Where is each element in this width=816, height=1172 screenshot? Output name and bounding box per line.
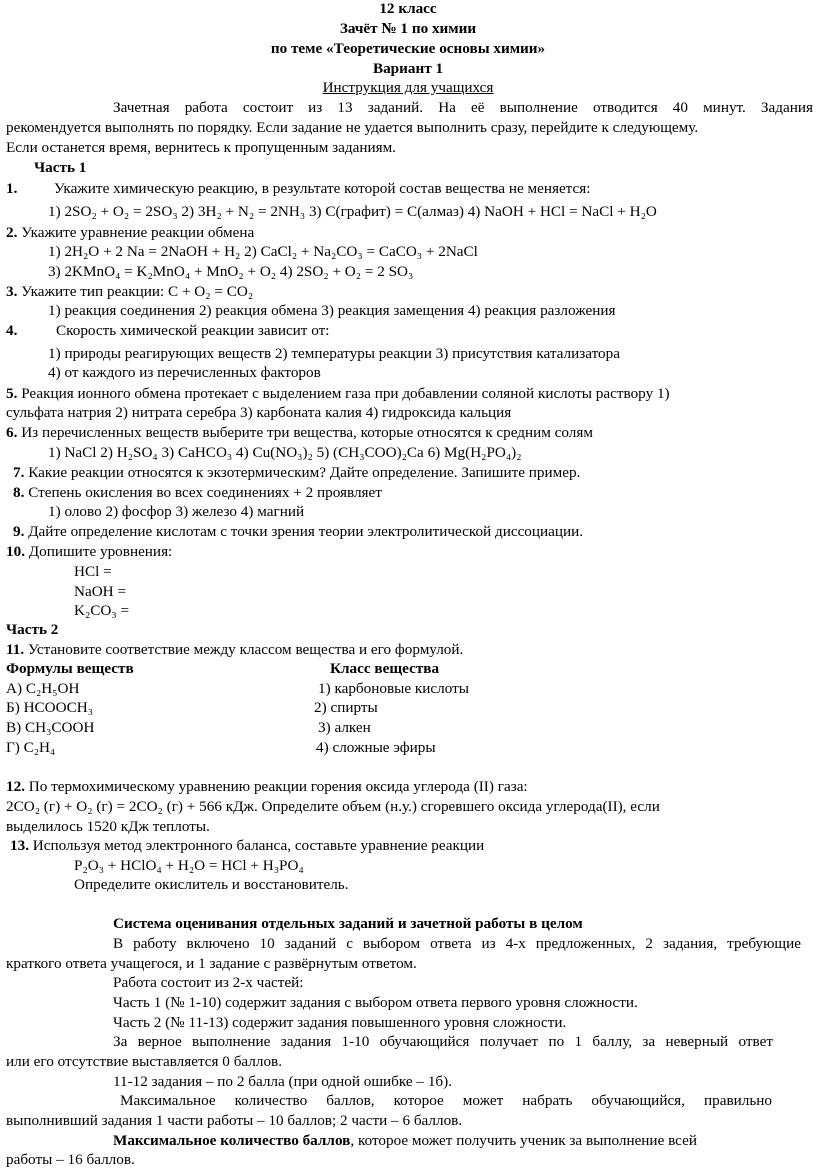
q11-number: 11.	[6, 641, 25, 658]
q13-text: Используя метод электронного баланса, составьте уравнение реакции	[32, 837, 485, 854]
q10-text: Допишите уровнения:	[28, 543, 173, 560]
grading-p4: Часть 2 (№ 11-13) содержит задания повышенного уровня сложности.	[113, 1014, 567, 1031]
q11-col-formulas: Формулы веществ	[6, 660, 134, 677]
grading-p1-line2: краткого ответа учащегося, и 1 задание с развёрнутым ответом.	[6, 955, 417, 972]
q11-col-classes: Класс вещества	[330, 660, 440, 677]
q9-text: Дайте определение кислотам с точки зрения теории электролитической диссоциации.	[28, 523, 584, 540]
grade-label: 12 класс	[379, 0, 437, 17]
q13-question	[10, 837, 484, 855]
variant-title: Вариант 1	[372, 60, 444, 77]
q6-text: Из перечисленных веществ выберите три вещества, которые относятся к средним солям	[21, 424, 593, 441]
q10-number: 10.	[6, 543, 25, 560]
grading-p8-rest: , которое может получить ученик за выполнение всей	[350, 1132, 697, 1149]
q4-question	[6, 322, 330, 340]
instruction-line-3: Если останется время, вернитесь к пропущенным заданиям.	[6, 139, 396, 156]
q4-text: Скорость химической реакции зависит от:	[56, 322, 330, 339]
q1-text: Укажите химическую реакцию, в результате которой состав вещества не меняется:	[54, 180, 591, 197]
q2-options-1: 1) 2H₂O + 2 Na = 2NaOH + H₂ 2) CaCl₂ + Na₂CO₃ = CaCO₃ + 2NaCl	[48, 243, 478, 260]
instruction-line-2: рекомендуется выполнять по порядку. Если задание не удается выполнить сразу, перейдите к следующему.	[6, 119, 699, 136]
instruction-line-1: Зачетная работа состоит из 13 заданий. На её выполнение отводится 40 минут. Задания	[113, 99, 813, 116]
q7-text: Какие реакции относятся к экзотермическим? Дайте определение. Запишите пример.	[28, 464, 581, 481]
q8-number: 8.	[13, 484, 25, 501]
q11-formula-b: Б) HCOOCH₃	[6, 699, 94, 716]
grading-p8-line2: работы – 16 баллов.	[6, 1151, 135, 1168]
q4-number: 4.	[6, 322, 18, 339]
grading-max-score-label: Максимальное количество баллов	[113, 1132, 351, 1149]
q10-equation-3: K₂CO₃ =	[74, 602, 130, 619]
q7-number: 7.	[13, 464, 25, 481]
q8-text: Степень окисления во всех соединениях + 2 проявляет	[28, 484, 382, 501]
q1-question	[6, 180, 590, 198]
q13-task: Определите окислитель и восстановитель.	[74, 876, 349, 893]
instruction-heading: Инструкция для учащихся	[322, 79, 494, 96]
q12-equation: 2CO₂ (г) + O₂ (г) = 2CO₂ (г) + 566 кДж. Определите объем (н.у.) сгоревшего оксида углерода(II), если	[6, 798, 660, 815]
grading-p3: Часть 1 (№ 1-10) содержит задания с выбором ответа первого уровня сложности.	[113, 994, 638, 1011]
q10-equation-2: NaOH =	[74, 583, 127, 600]
part2-heading: Часть 2	[6, 621, 59, 638]
part1-heading: Часть 1	[34, 159, 87, 176]
q8-options: 1) олово 2) фосфор 3) железо 4) магний	[48, 503, 305, 520]
q12-number: 12.	[6, 778, 25, 795]
grading-p7-line2: выполнивший задания 1 части работы – 10 баллов; 2 части – 6 баллов.	[6, 1112, 463, 1129]
q3-number: 3.	[6, 283, 18, 300]
grading-p6: 11-12 задания – по 2 балла (при одной ошибке – 1б).	[113, 1073, 452, 1090]
q11-question	[6, 641, 463, 659]
q3-question	[6, 283, 253, 301]
q5-options: сульфата натрия 2) нитрата серебра 3) карбоната калия 4) гидроксида кальция	[6, 404, 512, 421]
q12-question	[6, 778, 528, 796]
q13-number: 13.	[10, 837, 29, 854]
q5-question	[6, 385, 670, 403]
q6-options: 1) NaCl 2) H₂SO₄ 3) CaHCO₃ 4) Cu(NO₃)₂ 5) (CH₃COO)₂Ca 6) Mg(H₂PO₄)₂	[48, 444, 522, 461]
q10-question	[6, 543, 172, 561]
grading-heading: Система оценивания отдельных заданий и зачетной работы в целом	[113, 915, 583, 932]
q2-question	[6, 224, 254, 242]
q11-class-2: 2) спирты	[314, 699, 378, 716]
q11-formula-d: Г) C₂H₄	[6, 739, 56, 756]
q5-number: 5.	[6, 385, 18, 402]
topic-title: по теме «Теоретические основы химии»	[270, 40, 546, 57]
q12-condition: выделилось 1520 кДж теплоты.	[6, 818, 210, 835]
q4-options-2: 4) от каждого из перечисленных факторов	[48, 364, 321, 381]
q1-options: 1) 2SO₂ + O₂ = 2SO₃ 2) 3H₂ + N₂ = 2NH₃ 3) C(графит) = C(алмаз) 4) NaOH + HCl = NaCl + H₂O	[48, 203, 657, 220]
grading-p5-line1: За верное выполнение задания 1-10 обучающийся получает по 1 баллу, за неверный ответ	[113, 1033, 773, 1050]
q13-equation: P₂O₃ + HClO₄ + H₂O = HCl + H₃PO₄	[74, 857, 304, 874]
grading-p8-line1	[113, 1132, 697, 1150]
q9-question	[13, 523, 583, 541]
q3-text: Укажите тип реакции: C + O₂ = CO₂	[21, 283, 254, 300]
q1-number: 1.	[6, 180, 18, 197]
test-title: Зачёт № 1 по химии	[339, 20, 477, 37]
q6-number: 6.	[6, 424, 18, 441]
q11-formula-c: В) CH₃COOH	[6, 719, 95, 736]
q8-question	[13, 484, 382, 502]
grading-p1-line1: В работу включено 10 заданий с выбором ответа из 4-х предложенных, 2 задания, требующие	[113, 935, 801, 952]
grading-p7-line1: Максимальное количество баллов, которое может набрать обучающийся, правильно	[120, 1092, 772, 1109]
q2-text: Укажите уравнение реакции обмена	[21, 224, 255, 241]
q4-options-1: 1) природы реагирующих веществ 2) температуры реакции 3) присутствия катализатора	[48, 345, 620, 362]
grading-p5-line2: или его отсутствие выставляется 0 баллов.	[6, 1053, 283, 1070]
q11-class-4: 4) сложные эфиры	[316, 739, 436, 756]
q11-class-3: 3) алкен	[318, 719, 371, 736]
q2-number: 2.	[6, 224, 18, 241]
q12-text: По термохимическому уравнению реакции горения оксида углерода (II) газа:	[28, 778, 528, 795]
q5-text: Реакция ионного обмена протекает с выделением газа при добавлении соляной кислоты раствору 1)	[21, 385, 670, 402]
q6-question	[6, 424, 593, 442]
q11-class-1: 1) карбоновые кислоты	[318, 680, 469, 697]
q3-options: 1) реакция соединения 2) реакция обмена 3) реакция замещения 4) реакция разложения	[48, 302, 616, 319]
q2-options-2: 3) 2KMnO₄ = K₂MnO₄ + MnO₂ + O₂ 4) 2SO₂ + O₂ = 2 SO₃	[48, 263, 414, 280]
q11-formula-a: А) C₂H₅OH	[6, 680, 80, 697]
grading-p2: Работа состоит из 2-х частей:	[113, 974, 304, 991]
q10-equation-1: HCl =	[74, 563, 112, 580]
q7-question	[13, 464, 580, 482]
q9-number: 9.	[13, 523, 25, 540]
q11-text: Установите соответствие между классом вещества и его формулой.	[27, 641, 464, 658]
